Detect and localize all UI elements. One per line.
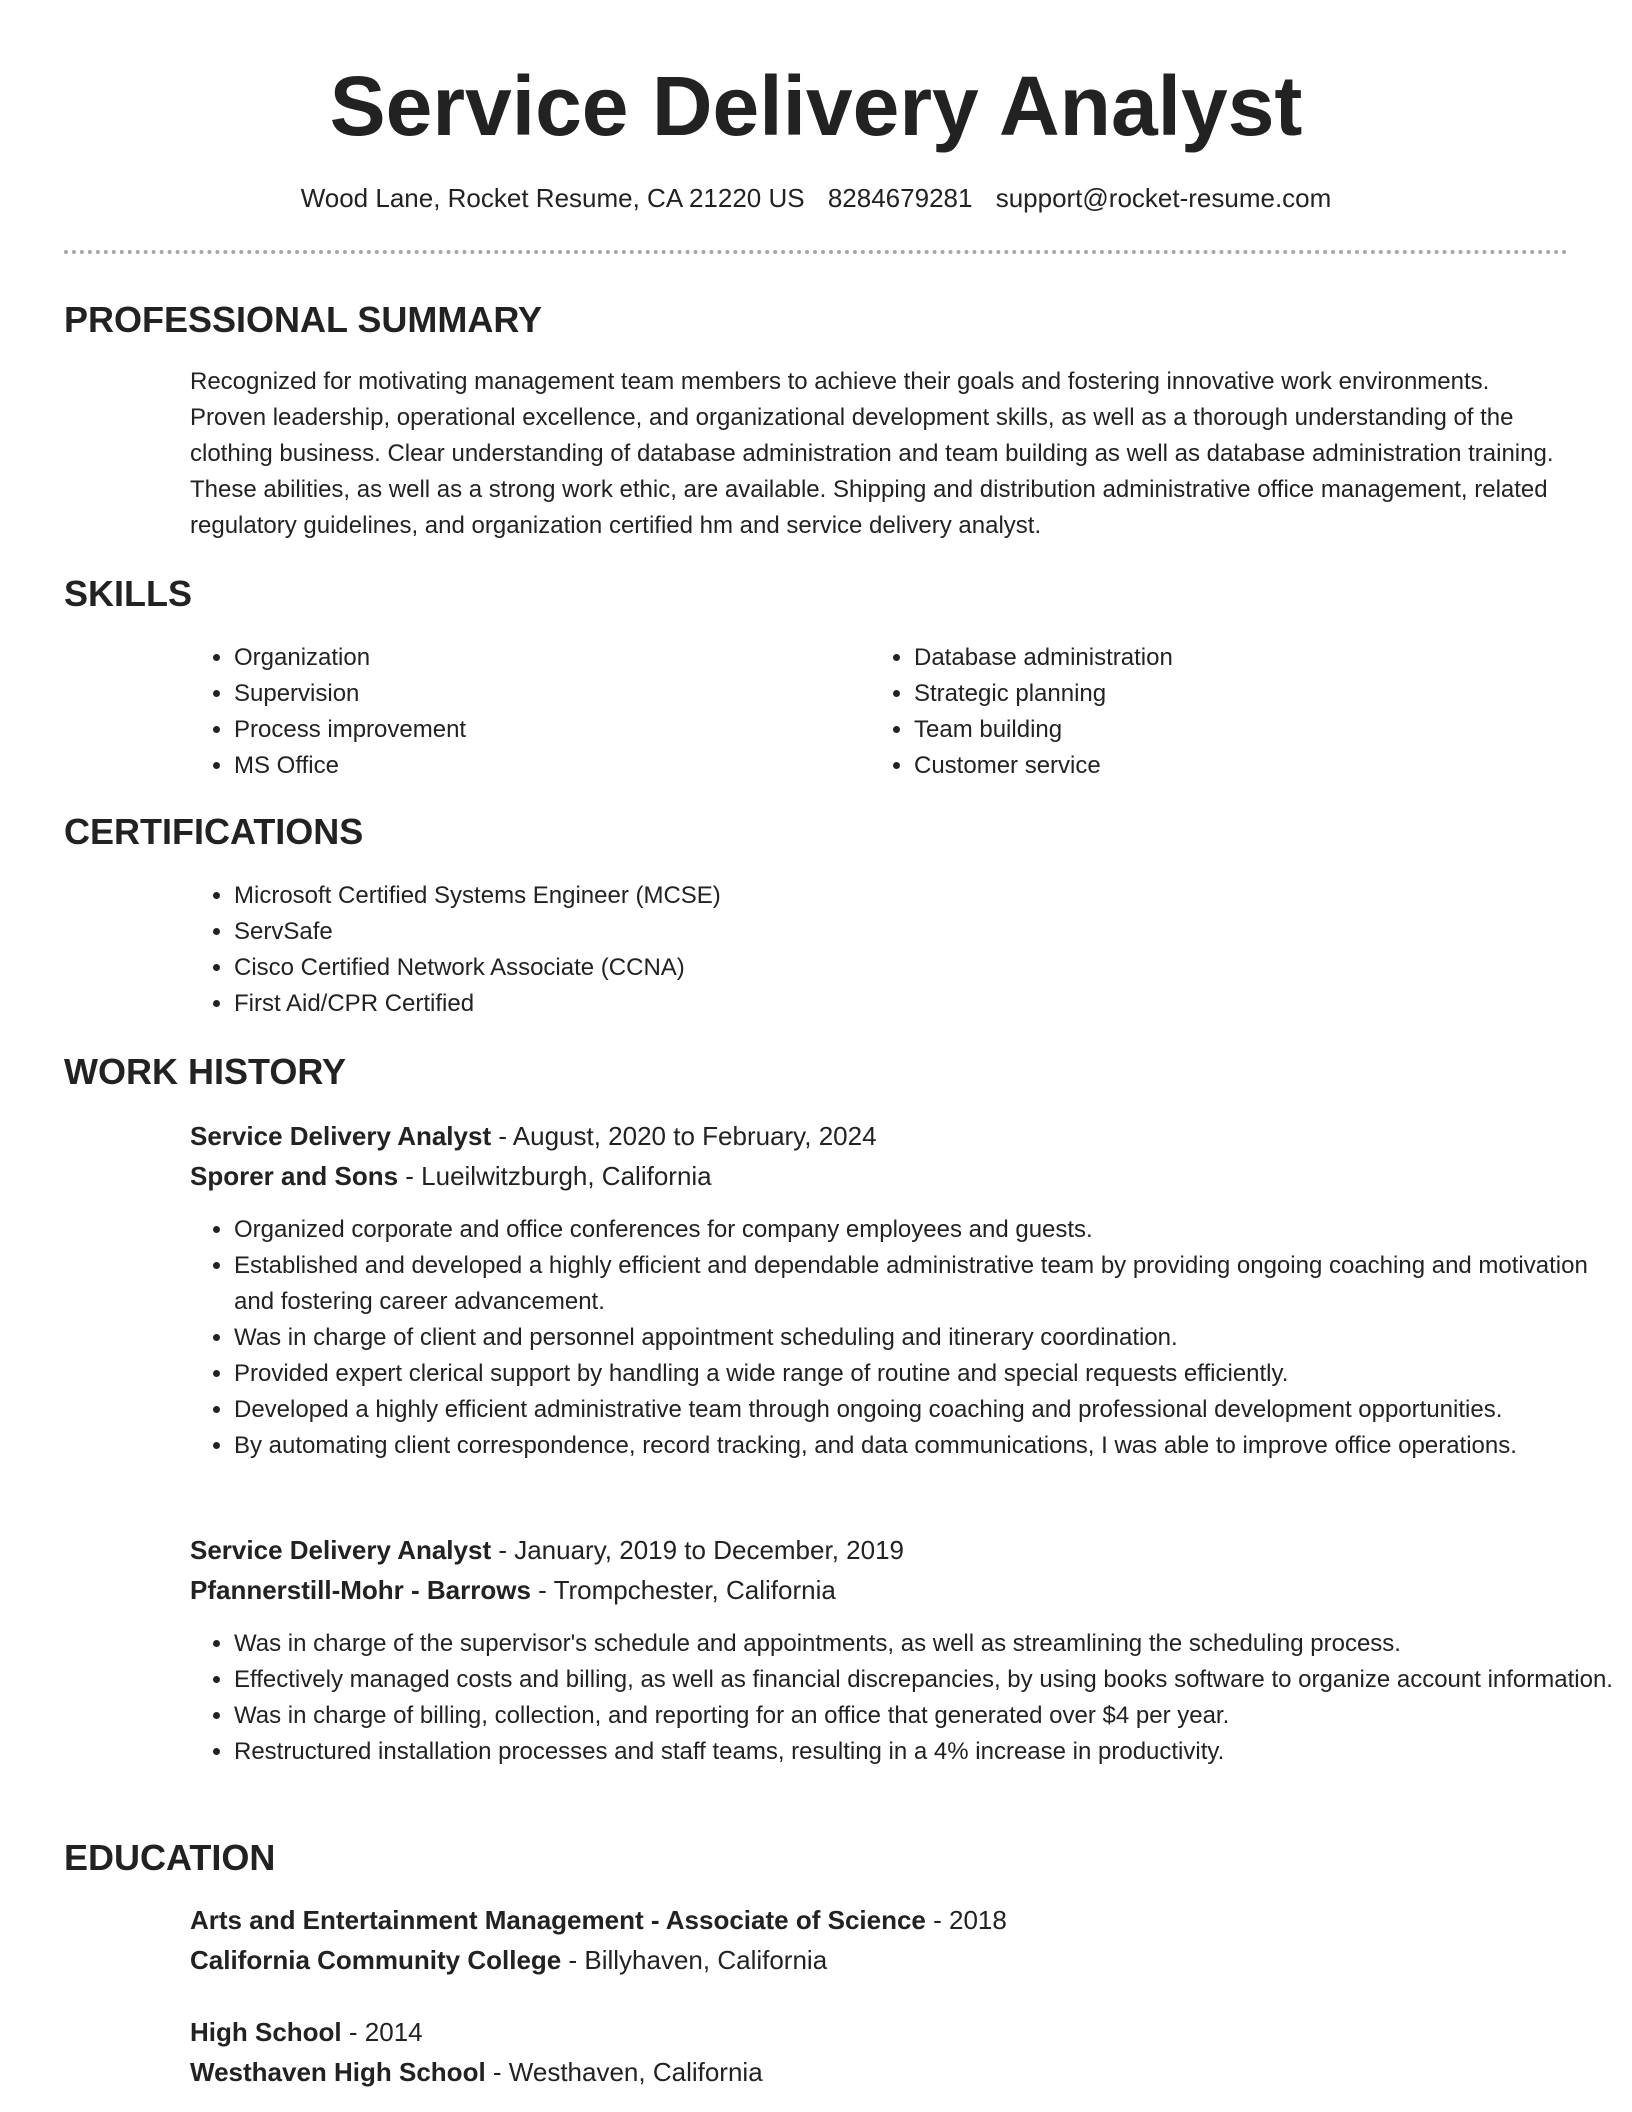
certification-item: • First Aid/CPR Certified [234,986,1614,1022]
job-role: Service Delivery Analyst [190,1535,492,1565]
certification-item: • Cisco Certified Network Associate (CCNA) [234,950,1614,986]
contact-email: support@rocket-resume.com [995,183,1332,213]
education-school: California Community College [190,1945,562,1975]
job-company-line [190,1156,1570,1196]
skill-item: • Customer service [914,748,1514,784]
summary-heading: PROFESSIONAL SUMMARY [64,299,543,340]
skills-list-left [190,640,834,784]
job-company: Sporer and Sons [190,1161,399,1191]
job-duties-list [190,1212,1614,1464]
skills-heading: SKILLS [64,573,193,614]
contact-phone: 8284679281 [827,183,973,213]
skill-item: • MS Office [234,748,834,784]
education-location: - Westhaven, California [485,2057,763,2087]
job-duty-item: • Effectively managed costs and billing, as well as financial discrepancies, by using books software to organize account information. [234,1662,1614,1698]
certifications-heading: CERTIFICATIONS [64,811,364,852]
certification-item: • Microsoft Certified Systems Engineer (MCSE) [234,878,1614,914]
education-year: - 2014 [341,2017,423,2047]
job-duty-item: • Established and developed a highly efficient and dependable administrative team by providing ongoing coaching and motivation and fostering career advancement. [234,1248,1614,1320]
job-location: - Trompchester, California [530,1575,836,1605]
skills-list-right [870,640,1514,784]
header-divider [64,250,1568,254]
education-degree: High School [190,2017,342,2047]
education-degree: Arts and Entertainment Management - Associate of Science [190,1905,926,1935]
job-location: - Lueilwitzburgh, California [398,1161,712,1191]
education-degree-line [190,2012,1570,2052]
skill-item: • Strategic planning [914,676,1514,712]
job-dates: - August, 2020 to February, 2024 [491,1121,877,1151]
skill-item: • Team building [914,712,1514,748]
education-year: - 2018 [925,1905,1007,1935]
job-duty-item: • Restructured installation processes and staff teams, resulting in a 4% increase in productivity. [234,1734,1614,1770]
certifications-list [190,878,1614,1022]
job-duty-item: • Provided expert clerical support by handling a wide range of routine and special requests efficiently. [234,1356,1614,1392]
job-duty-item: • Was in charge of billing, collection, and reporting for an office that generated over $4 per year. [234,1698,1614,1734]
education-location: - Billyhaven, California [561,1945,828,1975]
education-school: Westhaven High School [190,2057,486,2087]
education-heading: EDUCATION [64,1837,276,1878]
skill-item: • Database administration [914,640,1514,676]
contact-address: Wood Lane, Rocket Resume, CA 21220 US [300,183,805,213]
job-duty-item: • Was in charge of the supervisor's schedule and appointments, as well as streamlining the scheduling process. [234,1626,1614,1662]
certification-item: • ServSafe [234,914,1614,950]
job-duty-item: • Organized corporate and office conferences for company employees and guests. [234,1212,1614,1248]
skill-item: • Supervision [234,676,834,712]
job-dates: - January, 2019 to December, 2019 [491,1535,904,1565]
job-duties-list [190,1626,1614,1770]
skill-item: • Organization [234,640,834,676]
education-school-line [190,2052,1570,2092]
job-duty-item: • Developed a highly efficient administrative team through ongoing coaching and professional development opportunities. [234,1392,1614,1428]
job-duty-item: • By automating client correspondence, record tracking, and data communications, I was able to improve office operations. [234,1428,1614,1464]
job-title-line [190,1530,1570,1570]
contact-line [0,180,1632,216]
job-title-line [190,1116,1570,1156]
work-history-heading: WORK HISTORY [64,1051,347,1092]
job-role: Service Delivery Analyst [190,1121,492,1151]
resume-name: Service Delivery Analyst [329,59,1303,153]
skill-item: • Process improvement [234,712,834,748]
job-company-line [190,1570,1570,1610]
education-degree-line [190,1900,1570,1940]
job-duty-item: • Was in charge of client and personnel appointment scheduling and itinerary coordination. [234,1320,1614,1356]
summary-text: Recognized for motivating management team members to achieve their goals and fostering innovative work environments. Proven leadership, operational excellence, and organizational development skills, as well as a thorough understanding of the clothing business. Clear understanding of database administration and team building as well as database administration training. These abilities, as well as a strong work ethic, are available. Shipping and distribution administrative office management, related regulatory guidelines, and organization certified hm and service delivery analyst. [190,368,1554,539]
job-company: Pfannerstill-Mohr - Barrows [190,1575,531,1605]
education-school-line [190,1940,1570,1980]
